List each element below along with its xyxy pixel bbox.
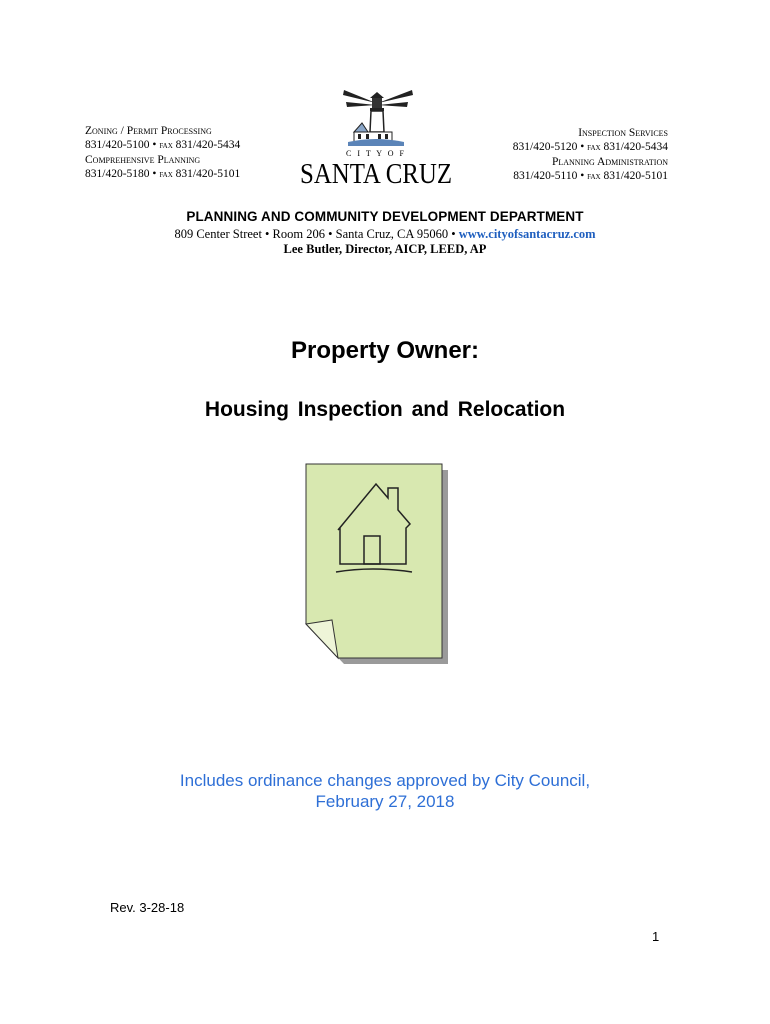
planning-administration-label: Planning Administration [551,156,668,168]
house-document-illustration [302,462,452,664]
administration-phone: 831/420-5110 [513,170,578,182]
lighthouse-logo-icon [296,86,456,192]
fax-label: fax [159,169,173,180]
comprehensive-phone-line [85,167,240,182]
inspection-phone-line [513,140,668,155]
director-line: Lee Butler, Director, AICP, LEED, AP [283,242,487,256]
inspection-services-label: Inspection Services [578,127,668,139]
bullet: • [152,168,157,180]
fax-label: fax [587,171,601,182]
fax-label: fax [587,142,601,153]
inspection-fax: 831/420-5434 [603,141,668,153]
inspection-phone: 831/420-5120 [512,141,578,153]
bullet: • [580,141,585,153]
left-contacts [85,124,240,182]
department-address [0,227,770,242]
department-title: PLANNING AND COMMUNITY DEVELOPMENT DEPARTMENT [186,209,584,224]
zoning-label: Zoning / Permit Processing [85,125,212,137]
ordinance-note-line2: February 27, 2018 [315,792,455,811]
document-title: Property Owner: [290,337,480,364]
house-document-icon [302,462,452,664]
website-link[interactable]: www.cityofsantacruz.com [458,227,596,241]
administration-fax: 831/420-5101 [603,170,668,182]
zoning-phone: 831/420-5100 [85,139,150,151]
zoning-phone-line [85,138,240,153]
fax-label: fax [159,140,173,151]
revision-label: Rev. 3-28-18 [110,900,185,915]
right-contacts [513,126,668,184]
city-logo [296,86,456,192]
zoning-fax: 831/420-5434 [175,139,241,151]
bullet: • [580,170,585,182]
page-number: 1 [652,929,660,944]
comprehensive-fax: 831/420-5101 [175,168,241,180]
comprehensive-planning-label: Comprehensive Planning [85,154,201,166]
logo-city-name: SANTA CRUZ [300,158,452,190]
address-text: 809 Center Street • Room 206 • Santa Cruz, CA 95060 • [174,227,456,241]
bullet: • [152,139,157,151]
document-subtitle: Housing Inspection and Relocation [204,398,566,421]
administration-phone-line [513,169,668,184]
logo-city-of: C I T Y O F [345,149,407,158]
comprehensive-phone: 831/420-5180 [85,168,150,180]
ordinance-note-line1: Includes ordinance changes approved by City Council, [179,771,591,790]
